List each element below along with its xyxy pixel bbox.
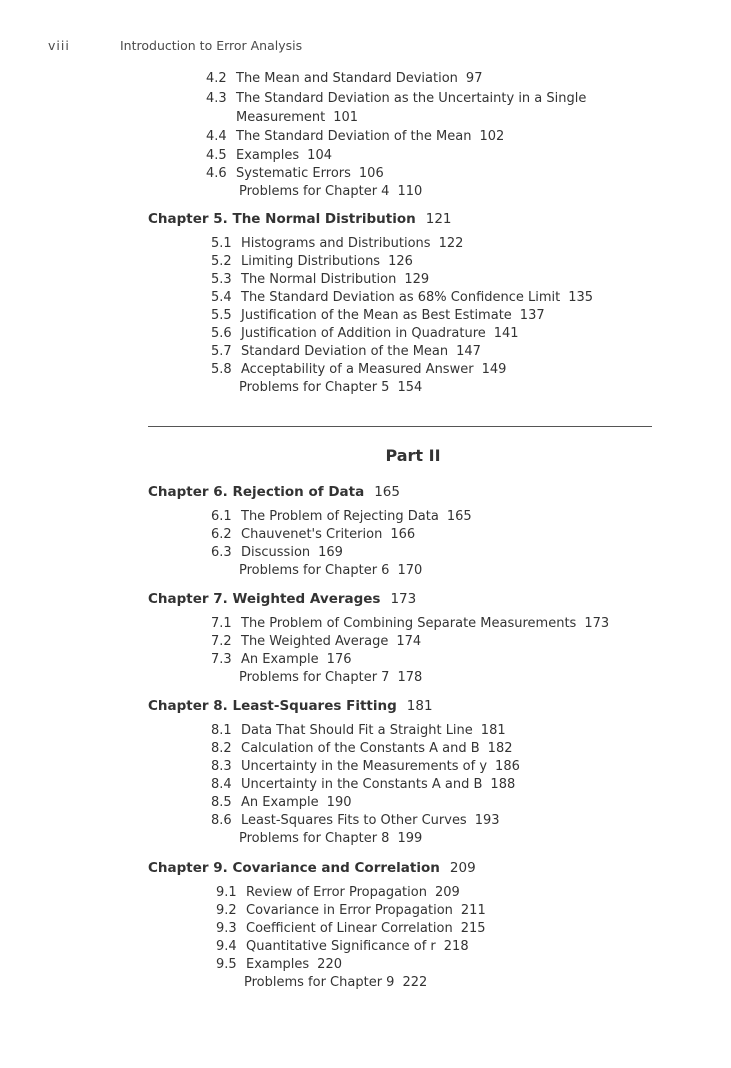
toc-chapter[interactable]: Chapter 6. Rejection of Data 165: [148, 484, 400, 500]
toc-section[interactable]: 6.2 Chauvenet's Criterion 166: [211, 527, 416, 542]
toc-section[interactable]: 4.2 The Mean and Standard Deviation 97: [206, 71, 483, 86]
toc-section[interactable]: 9.4 Quantitative Significance of r 218: [216, 939, 469, 954]
toc-section[interactable]: 6.3 Discussion 169: [211, 545, 343, 560]
toc-problems[interactable]: Problems for Chapter 9 222: [244, 975, 428, 990]
toc-section[interactable]: 4.5 Examples 104: [206, 148, 332, 163]
toc-section[interactable]: 5.4 The Standard Deviation as 68% Confidence Limit 135: [211, 290, 594, 305]
toc-problems[interactable]: Problems for Chapter 8 199: [239, 831, 423, 846]
toc-chapter[interactable]: Chapter 9. Covariance and Correlation 209: [148, 860, 476, 876]
part-title: Part II: [385, 446, 441, 465]
running-title: Introduction to Error Analysis: [120, 38, 303, 53]
toc-section[interactable]: 5.6 Justification of Addition in Quadrature 141: [211, 326, 519, 341]
running-head: [48, 38, 302, 53]
toc-section[interactable]: 7.3 An Example 176: [211, 652, 352, 667]
toc-section[interactable]: 9.3 Coefficient of Linear Correlation 215: [216, 921, 486, 936]
toc-section[interactable]: 4.6 Systematic Errors 106: [206, 166, 384, 181]
toc-problems[interactable]: Problems for Chapter 5 154: [239, 380, 423, 395]
toc-section[interactable]: 7.2 The Weighted Average 174: [211, 634, 422, 649]
toc-problems[interactable]: Problems for Chapter 6 170: [239, 563, 423, 578]
toc-section[interactable]: 9.1 Review of Error Propagation 209: [216, 885, 460, 900]
toc-section[interactable]: 8.3 Uncertainty in the Measurements of y 186: [211, 759, 520, 774]
page-number: viii: [48, 38, 70, 53]
toc-chapter[interactable]: Chapter 8. Least-Squares Fitting 181: [148, 698, 433, 714]
toc-section[interactable]: 8.6 Least-Squares Fits to Other Curves 193: [211, 813, 500, 828]
toc-section[interactable]: 4.3 The Standard Deviation as the Uncertainty in a Single: [206, 91, 587, 106]
toc-section[interactable]: 5.2 Limiting Distributions 126: [211, 254, 413, 269]
toc-section[interactable]: 8.5 An Example 190: [211, 795, 352, 810]
toc-section[interactable]: 7.1 The Problem of Combining Separate Measurements 173: [211, 616, 610, 631]
toc-section[interactable]: 5.8 Acceptability of a Measured Answer 149: [211, 362, 507, 377]
toc-section[interactable]: 5.7 Standard Deviation of the Mean 147: [211, 344, 481, 359]
toc-problems[interactable]: Problems for Chapter 4 110: [239, 184, 423, 199]
part-divider-rule: [148, 426, 652, 427]
toc-section[interactable]: 5.3 The Normal Distribution 129: [211, 272, 430, 287]
toc-section[interactable]: 8.4 Uncertainty in the Constants A and B 188: [211, 777, 516, 792]
toc-section[interactable]: 5.1 Histograms and Distributions 122: [211, 236, 464, 251]
toc-section[interactable]: 9.2 Covariance in Error Propagation 211: [216, 903, 486, 918]
toc-section[interactable]: 8.2 Calculation of the Constants A and B 182: [211, 741, 513, 756]
toc-section[interactable]: 4.4 The Standard Deviation of the Mean 102: [206, 129, 505, 144]
toc-chapter[interactable]: Chapter 7. Weighted Averages 173: [148, 591, 417, 607]
toc-problems[interactable]: Problems for Chapter 7 178: [239, 670, 423, 685]
toc-section[interactable]: 6.1 The Problem of Rejecting Data 165: [211, 509, 472, 524]
toc-section[interactable]: 5.5 Justification of the Mean as Best Estimate 137: [211, 308, 545, 323]
toc-section[interactable]: 8.1 Data That Should Fit a Straight Line 181: [211, 723, 506, 738]
toc-section-continuation[interactable]: Measurement 101: [236, 110, 359, 125]
toc-chapter[interactable]: Chapter 5. The Normal Distribution 121: [148, 211, 452, 227]
toc-section[interactable]: 9.5 Examples 220: [216, 957, 342, 972]
